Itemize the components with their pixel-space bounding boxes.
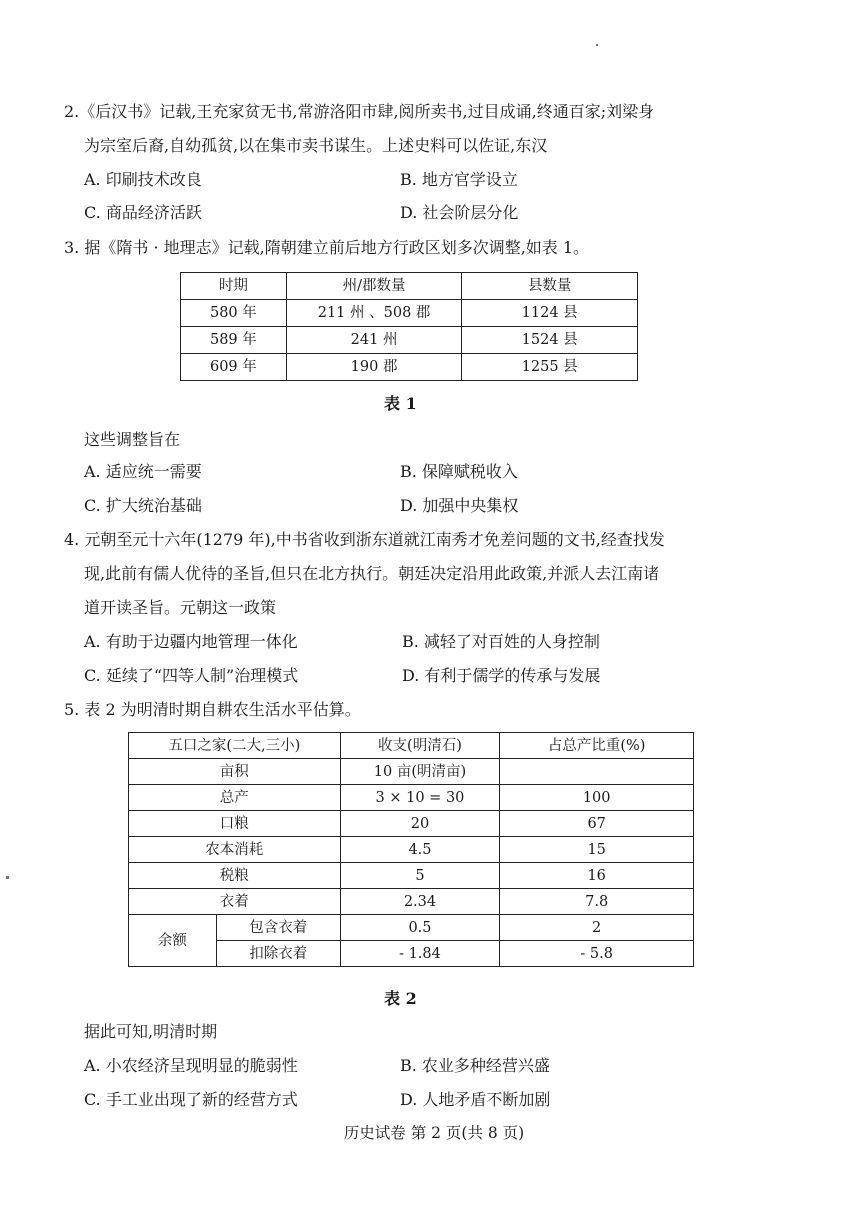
table-cell: 67 bbox=[500, 811, 694, 837]
q3-question-stem: 这些调整旨在 bbox=[84, 430, 181, 449]
table-cell: 0.5 bbox=[340, 915, 500, 941]
table-cell: 241 州 bbox=[286, 327, 462, 354]
table-cell: 亩积 bbox=[129, 759, 341, 785]
table-row bbox=[129, 863, 694, 889]
table-1-header: 时期 bbox=[181, 273, 287, 300]
table-cell: 4.5 bbox=[340, 837, 500, 863]
q2-option-a: A. 印刷技术改良 bbox=[84, 170, 202, 189]
table-cell: 2.34 bbox=[340, 889, 500, 915]
table-cell: 15 bbox=[500, 837, 694, 863]
table-row bbox=[129, 837, 694, 863]
q2-option-c: C. 商品经济活跃 bbox=[84, 203, 202, 222]
table-cell: 589 年 bbox=[181, 327, 287, 354]
q3-stem-line-1: 3. 据《隋书 · 地理志》记载,隋朝建立前后地方行政区划多次调整,如表 1。 bbox=[64, 238, 590, 257]
table-1 bbox=[180, 272, 638, 381]
table-cell: 16 bbox=[500, 863, 694, 889]
table-2-header: 收支(明清石) bbox=[340, 733, 500, 759]
table-cell: 扣除衣着 bbox=[216, 941, 340, 967]
table-2-caption: 表 2 bbox=[384, 989, 417, 1008]
table-cell bbox=[500, 759, 694, 785]
table-row bbox=[181, 354, 638, 381]
table-cell: 衣着 bbox=[129, 889, 341, 915]
q5-question-stem: 据此可知,明清时期 bbox=[84, 1022, 218, 1041]
q2-option-b: B. 地方官学设立 bbox=[400, 170, 518, 189]
q4-stem-line-1: 4. 元朝至元十六年(1279 年),中书省收到浙东道就江南秀才免差问题的文书,经查找发 bbox=[64, 530, 665, 549]
table-cell: 190 郡 bbox=[286, 354, 462, 381]
table-2-header-row bbox=[129, 733, 694, 759]
table-2-header: 占总产比重(%) bbox=[500, 733, 694, 759]
table-cell: 农本消耗 bbox=[129, 837, 341, 863]
table-row bbox=[181, 327, 638, 354]
table-cell: - 1.84 bbox=[340, 941, 500, 967]
table-row bbox=[129, 785, 694, 811]
table-cell: 609 年 bbox=[181, 354, 287, 381]
q2-option-d: D. 社会阶层分化 bbox=[400, 203, 519, 222]
table-2-header: 五口之家(二大,三小) bbox=[129, 733, 341, 759]
table-2 bbox=[128, 732, 694, 967]
table-cell: 3 × 10 = 30 bbox=[340, 785, 500, 811]
table-1-header: 县数量 bbox=[462, 273, 638, 300]
table-cell: 1524 县 bbox=[462, 327, 638, 354]
table-row bbox=[129, 889, 694, 915]
table-cell: - 5.8 bbox=[500, 941, 694, 967]
table-cell: 580 年 bbox=[181, 300, 287, 327]
q4-option-a: A. 有助于边疆内地管理一体化 bbox=[84, 632, 298, 651]
q5-option-c: C. 手工业出现了新的经营方式 bbox=[84, 1090, 298, 1109]
table-row bbox=[129, 915, 694, 941]
table-1-header: 州/郡数量 bbox=[286, 273, 462, 300]
q5-option-d: D. 人地矛盾不断加剧 bbox=[400, 1090, 551, 1109]
table-cell: 总产 bbox=[129, 785, 341, 811]
table-cell: 1124 县 bbox=[462, 300, 638, 327]
scan-speck bbox=[596, 44, 598, 46]
table-cell: 20 bbox=[340, 811, 500, 837]
q3-option-a: A. 适应统一需要 bbox=[84, 462, 202, 481]
table-cell: 口粮 bbox=[129, 811, 341, 837]
table-cell: 税粮 bbox=[129, 863, 341, 889]
q4-option-c: C. 延续了“四等人制”治理模式 bbox=[84, 666, 299, 685]
q2-stem-line-1: 2.《后汉书》记载,王充家贫无书,常游洛阳市肆,阅所卖书,过目成诵,终通百家;刘梁身 bbox=[64, 102, 655, 121]
q5-option-a: A. 小农经济呈现明显的脆弱性 bbox=[84, 1056, 298, 1075]
table-cell: 100 bbox=[500, 785, 694, 811]
q3-option-c: C. 扩大统治基础 bbox=[84, 496, 202, 515]
q4-stem-line-2: 现,此前有儒人优待的圣旨,但只在北方执行。朝廷决定沿用此政策,并派人去江南诸 bbox=[84, 564, 660, 583]
table-cell: 包含衣着 bbox=[216, 915, 340, 941]
q4-option-b: B. 减轻了对百姓的人身控制 bbox=[402, 632, 600, 651]
table-cell: 1255 县 bbox=[462, 354, 638, 381]
q5-option-b: B. 农业多种经营兴盛 bbox=[400, 1056, 550, 1075]
table-row bbox=[181, 300, 638, 327]
page-footer: 历史试卷 第 2 页(共 8 页) bbox=[343, 1124, 525, 1142]
q3-option-d: D. 加强中央集权 bbox=[400, 496, 519, 515]
q3-option-b: B. 保障赋税收入 bbox=[400, 462, 518, 481]
table-cell: 2 bbox=[500, 915, 694, 941]
balance-label-cell: 余额 bbox=[129, 915, 217, 967]
q4-option-d: D. 有利于儒学的传承与发展 bbox=[402, 666, 601, 685]
table-cell: 10 亩(明清亩) bbox=[340, 759, 500, 785]
table-row bbox=[129, 811, 694, 837]
table-cell: 7.8 bbox=[500, 889, 694, 915]
scan-speck bbox=[6, 876, 9, 879]
q2-stem-line-2: 为宗室后裔,自幼孤贫,以在集市卖书谋生。上述史料可以佐证,东汉 bbox=[84, 136, 548, 155]
q4-stem-line-3: 道开读圣旨。元朝这一政策 bbox=[84, 598, 277, 617]
table-row bbox=[129, 759, 694, 785]
table-cell: 5 bbox=[340, 863, 500, 889]
table-cell: 211 州 、508 郡 bbox=[286, 300, 462, 327]
q5-stem-line-1: 5. 表 2 为明清时期自耕农生活水平估算。 bbox=[64, 700, 361, 719]
table-1-caption: 表 1 bbox=[384, 394, 417, 413]
table-1-header-row bbox=[181, 273, 638, 300]
